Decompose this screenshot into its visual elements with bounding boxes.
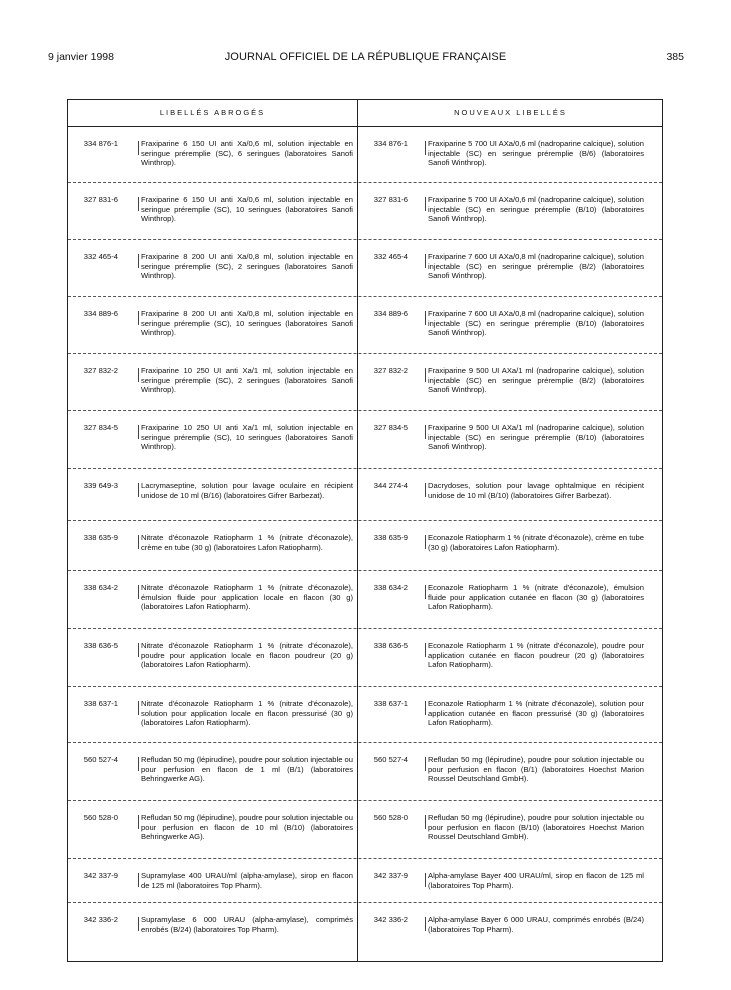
new-label: Fraxiparine 9 500 UI AXa/1 ml (nadroparine calcique), solution injectable (SC) en seringue préremplie (B/10) (laboratoires Sanofi Winthrop). — [428, 423, 644, 452]
old-code: 338 635-9 — [83, 533, 118, 542]
old-label: Fraxiparine 10 250 UI anti Xa/1 ml, solution injectable en seringue préremplie (SC), 10 seringues (laboratoires Sanofi Winthrop). — [141, 423, 353, 452]
column-tick — [138, 701, 139, 715]
table-row — [68, 801, 662, 859]
column-tick — [425, 141, 426, 155]
new-code: 338 635-9 — [373, 533, 408, 542]
header-journal-title: JOURNAL OFFICIEL DE LA RÉPUBLIQUE FRANÇAISE — [224, 51, 507, 63]
new-label: Refludan 50 mg (lépirudine), poudre pour solution injectable ou pour perfusion en flacon (B/1) (laboratoires Hoechst Marion Roussel Deutschland GmbH). — [428, 755, 644, 784]
table-row — [68, 743, 662, 801]
column-header-abroges: LIBELLÉS ABROGÉS — [159, 108, 266, 117]
new-label: Refludan 50 mg (lépirudine), poudre pour solution injectable ou pour perfusion en flacon (B/10) (laboratoires Hoechst Marion Roussel Deutschland GmbH). — [428, 813, 644, 842]
header-page-number: 385 — [666, 51, 684, 63]
old-code: 560 527-4 — [83, 755, 118, 764]
column-tick — [425, 643, 426, 657]
column-tick — [138, 643, 139, 657]
column-tick — [425, 197, 426, 211]
old-label: Nitrate d'éconazole Ratiopharm 1 % (nitrate d'éconazole), solution pour application locale en flacon pressurisé (30 g) (laboratoires Lafon Ratiopharm). — [141, 699, 353, 728]
old-label: Nitrate d'éconazole Ratiopharm 1 % (nitrate d'éconazole), crème en tube (30 g) (laboratoires Lafon Ratiopharm). — [141, 533, 353, 552]
table-row — [68, 859, 662, 903]
old-label: Lacrymaseptine, solution pour lavage oculaire en récipient unidose de 10 ml (B/16) (laboratoires Gifrer Barbezat). — [141, 481, 353, 500]
column-tick — [138, 311, 139, 325]
column-tick — [425, 254, 426, 268]
column-tick — [425, 757, 426, 771]
new-code: 334 889-6 — [373, 309, 408, 318]
table-row — [68, 571, 662, 629]
old-code: 338 637-1 — [83, 699, 118, 708]
old-code: 327 831-6 — [83, 195, 118, 204]
column-tick — [425, 585, 426, 599]
new-label: Alpha-amylase Bayer 400 URAU/ml, sirop en flacon de 125 ml (laboratoires Top Pharm). — [428, 871, 644, 890]
new-label: Fraxiparine 9 500 UI AXa/1 ml (nadroparine calcique), solution injectable (SC) en seringue préremplie (B/2) (laboratoires Sanofi Winthrop). — [428, 366, 644, 395]
old-code: 338 634-2 — [83, 583, 118, 592]
column-tick — [138, 425, 139, 439]
old-label: Fraxiparine 6 150 UI anti Xa/0,6 ml, solution injectable en seringue préremplie (SC), 6 seringues (laboratoires Sanofi Winthrop). — [141, 139, 353, 168]
new-code: 332 465-4 — [373, 252, 408, 261]
new-label: Econazole Ratiopharm 1 % (nitrate d'éconazole), solution pour application cutanée en flacon pressurisé (30 g) (laboratoires Lafon Ratiopharm). — [428, 699, 644, 728]
new-code: 344 274-4 — [373, 481, 408, 490]
table-row — [68, 629, 662, 687]
column-tick — [425, 483, 426, 497]
column-tick — [138, 917, 139, 931]
old-label: Refludan 50 mg (lépirudine), poudre pour solution injectable ou pour perfusion en flacon de 1 ml (B/1) (laboratoires Behringwerke AG). — [141, 755, 353, 784]
old-code: 342 337-9 — [83, 871, 118, 880]
table-row — [68, 521, 662, 571]
libelles-table — [67, 99, 663, 962]
column-tick — [425, 368, 426, 382]
old-code: 560 528-0 — [83, 813, 118, 822]
new-label: Fraxiparine 7 600 UI AXa/0,8 ml (nadroparine calcique), solution injectable (SC) en seringue préremplie (B/2) (laboratoires Sanofi Winthrop). — [428, 252, 644, 281]
column-tick — [425, 701, 426, 715]
new-code: 327 834-5 — [373, 423, 408, 432]
column-tick — [138, 197, 139, 211]
new-code: 327 832-2 — [373, 366, 408, 375]
old-code: 327 832-2 — [83, 366, 118, 375]
page-header — [0, 51, 731, 65]
column-tick — [425, 535, 426, 549]
column-tick — [138, 535, 139, 549]
column-tick — [138, 141, 139, 155]
old-code: 334 889-6 — [83, 309, 118, 318]
new-code: 338 634-2 — [373, 583, 408, 592]
table-row — [68, 240, 662, 297]
old-code: 327 834-5 — [83, 423, 118, 432]
new-label: Econazole Ratiopharm 1 % (nitrate d'éconazole), crème en tube (30 g) (laboratoires Lafon Ratiopharm). — [428, 533, 644, 552]
header-date: 9 janvier 1998 — [48, 51, 114, 63]
column-tick — [138, 483, 139, 497]
new-code: 560 527-4 — [373, 755, 408, 764]
new-label: Alpha-amylase Bayer 6 000 URAU, comprimés enrobés (B/24) (laboratoires Top Pharm). — [428, 915, 644, 934]
column-tick — [425, 425, 426, 439]
table-row — [68, 354, 662, 411]
new-label: Fraxiparine 5 700 UI AXa/0,6 ml (nadroparine calcique), solution injectable (SC) en seringue préremplie (B/10) (laboratoires Sanofi Winthrop). — [428, 195, 644, 224]
column-tick — [138, 585, 139, 599]
old-label: Fraxiparine 10 250 UI anti Xa/1 ml, solution injectable en seringue préremplie (SC), 2 seringues (laboratoires Sanofi Winthrop). — [141, 366, 353, 395]
table-row — [68, 903, 662, 970]
old-label: Nitrate d'éconazole Ratiopharm 1 % (nitrate d'éconazole), poudre pour application locale en flacon poudreur (20 g) (laboratoires Lafon Ratiopharm). — [141, 641, 353, 670]
table-row — [68, 411, 662, 469]
new-code: 334 876-1 — [373, 139, 408, 148]
old-label: Supramylase 400 URAU/ml (alpha-amylase), sirop en flacon de 125 ml (laboratoires Top Pharm). — [141, 871, 353, 890]
table-row — [68, 687, 662, 743]
column-tick — [138, 757, 139, 771]
new-label: Econazole Ratiopharm 1 % (nitrate d'éconazole), émulsion fluide pour application cutanée en flacon (30 g) (laboratoires Lafon Ratiopharm). — [428, 583, 644, 612]
new-code: 338 637-1 — [373, 699, 408, 708]
new-label: Fraxiparine 5 700 UI AXa/0,6 ml (nadroparine calcique), solution injectable (SC) en seringue préremplie (B/6) (laboratoires Sanofi Winthrop). — [428, 139, 644, 168]
old-label: Supramylase 6 000 URAU (alpha-amylase), comprimés enrobés (B/24) (laboratoires Top Pharm). — [141, 915, 353, 934]
column-tick — [425, 815, 426, 829]
old-code: 342 336-2 — [83, 915, 118, 924]
new-code: 342 337-9 — [373, 871, 408, 880]
column-tick — [138, 815, 139, 829]
new-label: Dacrydoses, solution pour lavage ophtalmique en récipient unidose de 10 ml (B/10) (laboratoires Gifrer Barbezat). — [428, 481, 644, 500]
new-code: 342 336-2 — [373, 915, 408, 924]
table-row — [68, 183, 662, 240]
column-tick — [138, 873, 139, 887]
column-header-nouveaux: NOUVEAUX LIBELLÉS — [454, 108, 567, 117]
old-label: Fraxiparine 6 150 UI anti Xa/0,6 ml, solution injectable en seringue préremplie (SC), 10 seringues (laboratoires Sanofi Winthrop). — [141, 195, 353, 224]
old-label: Fraxiparine 8 200 UI anti Xa/0,8 ml, solution injectable en seringue préremplie (SC), 2 seringues (laboratoires Sanofi Winthrop). — [141, 252, 353, 281]
column-tick — [425, 917, 426, 931]
old-code: 339 649-3 — [83, 481, 118, 490]
table-row — [68, 127, 662, 183]
new-label: Fraxiparine 7 600 UI AXa/0,8 ml (nadroparine calcique), solution injectable (SC) en seringue préremplie (B/10) (laboratoires Sanofi Winthrop). — [428, 309, 644, 338]
column-tick — [138, 368, 139, 382]
old-label: Fraxiparine 8 200 UI anti Xa/0,8 ml, solution injectable en seringue préremplie (SC), 10 seringues (laboratoires Sanofi Winthrop). — [141, 309, 353, 338]
new-label: Econazole Ratiopharm 1 % (nitrate d'éconazole), poudre pour application cutanée en flacon poudreur (20 g) (laboratoires Lafon Ratiopharm). — [428, 641, 644, 670]
table-row — [68, 469, 662, 521]
old-code: 338 636-5 — [83, 641, 118, 650]
column-tick — [138, 254, 139, 268]
old-label: Refludan 50 mg (lépirudine), poudre pour solution injectable ou pour perfusion en flacon de 10 ml (B/10) (laboratoires Behringwerke AG). — [141, 813, 353, 842]
new-code: 338 636-5 — [373, 641, 408, 650]
table-row — [68, 297, 662, 354]
old-code: 334 876-1 — [83, 139, 118, 148]
old-code: 332 465-4 — [83, 252, 118, 261]
new-code: 560 528-0 — [373, 813, 408, 822]
column-tick — [425, 873, 426, 887]
new-code: 327 831-6 — [373, 195, 408, 204]
old-label: Nitrate d'éconazole Ratiopharm 1 % (nitrate d'éconazole), émulsion fluide pour application locale en flacon (30 g) (laboratoires Lafon Ratiopharm). — [141, 583, 353, 612]
column-tick — [425, 311, 426, 325]
